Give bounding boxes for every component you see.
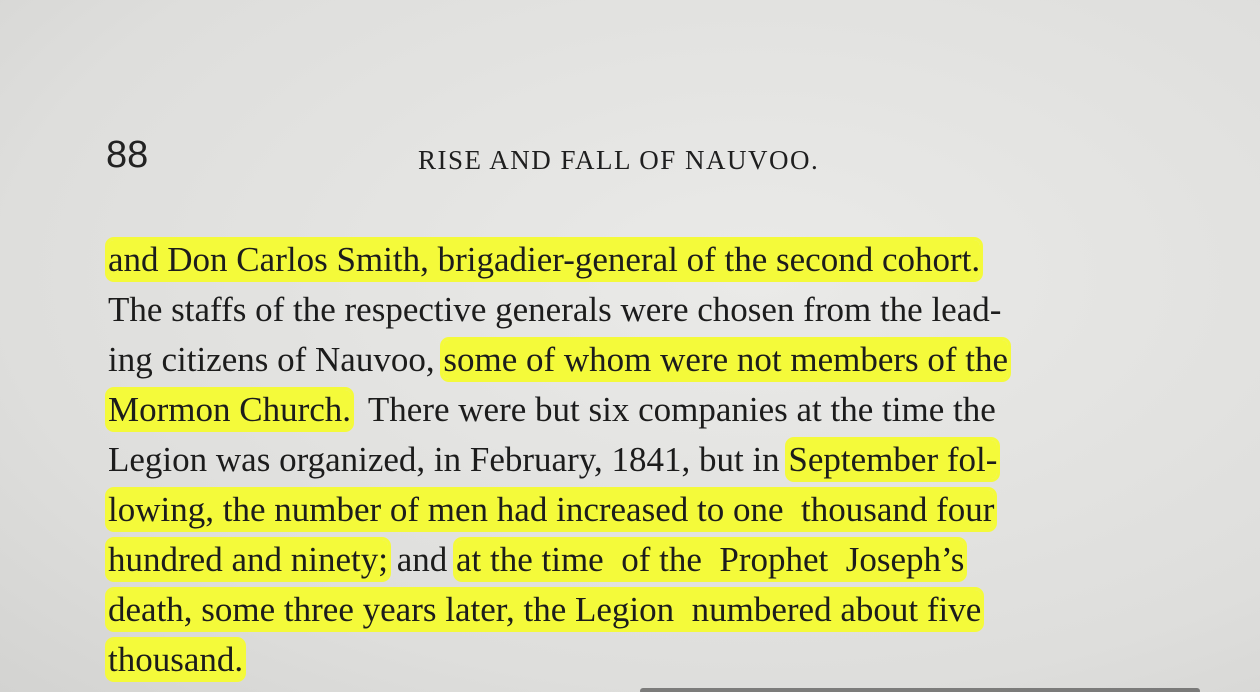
highlighted-text: hundred and ninety; — [108, 540, 388, 579]
text-segment: and — [387, 540, 456, 579]
text-line — [108, 438, 1210, 482]
text-line — [108, 238, 1210, 282]
highlighted-text: at the time of the Prophet Joseph’s — [455, 540, 965, 579]
text-line — [108, 588, 1210, 632]
highlighted-text: lowing, the number of men had increased to one thousand four — [108, 490, 995, 529]
page-number: 88 — [106, 134, 149, 176]
highlighted-text: death, some three years later, the Legion numbered about five — [108, 590, 982, 629]
text-segment: Legion was organized, in February, 1841, but in — [108, 440, 789, 479]
text-segment: The staffs of the respective generals were chosen from the lead- — [108, 290, 1002, 329]
text-line — [108, 338, 1210, 382]
text-line — [108, 488, 1210, 532]
text-line — [108, 388, 1210, 432]
highlighted-text: September fol- — [788, 440, 998, 479]
highlighted-text: thousand. — [108, 640, 244, 679]
running-title: RISE AND FALL OF NAUVOO. — [418, 145, 820, 175]
next-line-fragment — [640, 680, 1200, 692]
text-segment: There were but six companies at the time the — [351, 390, 996, 429]
text-line — [108, 638, 1210, 682]
text-line — [108, 538, 1210, 582]
highlighted-text: some of whom were not members of the — [443, 340, 1009, 379]
highlighted-text: Mormon Church. — [108, 390, 352, 429]
text-line — [108, 288, 1210, 332]
text-segment: ing citizens of Nauvoo, — [108, 340, 444, 379]
highlighted-text: and Don Carlos Smith, brigadier-general of the second cohort. — [108, 240, 981, 279]
